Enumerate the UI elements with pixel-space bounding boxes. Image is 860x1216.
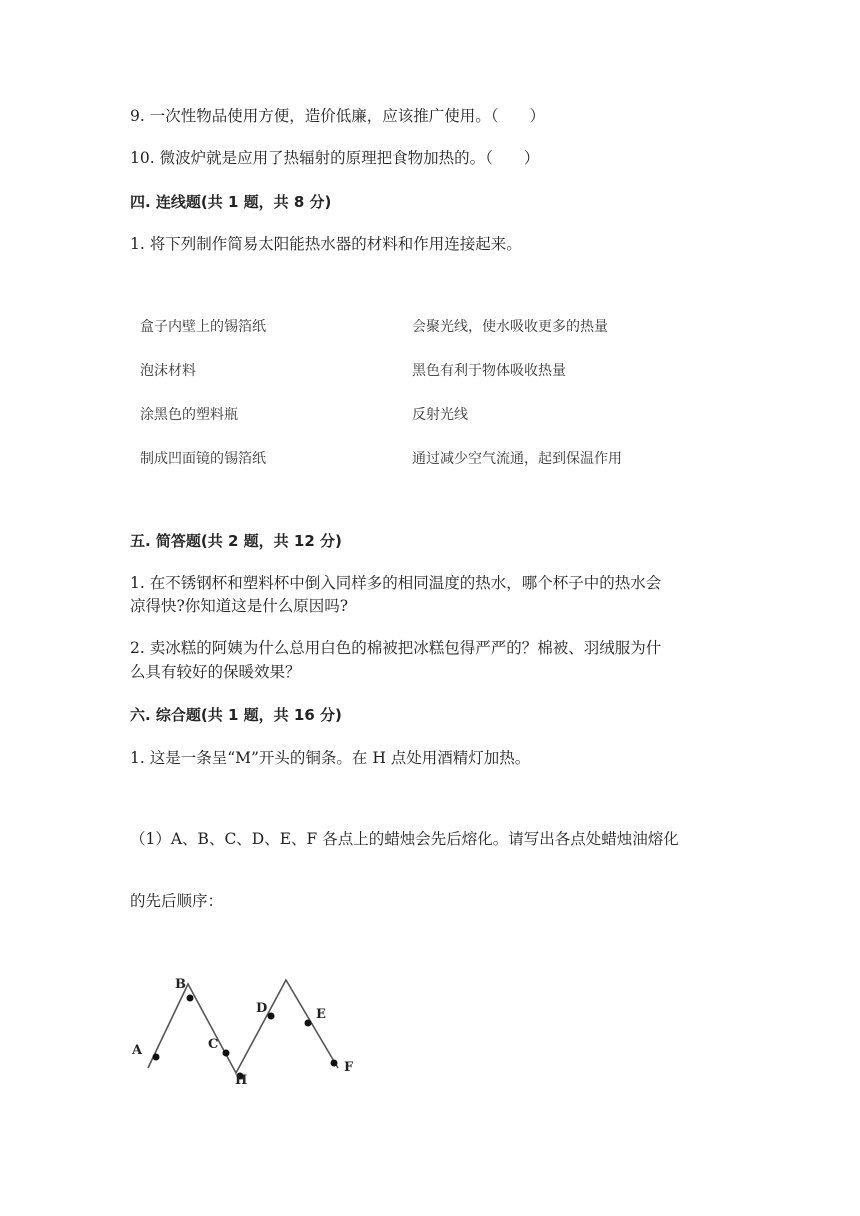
section-5-question-2-line-1: 2. 卖冰糕的阿姨为什么总用白色的棉被把冰糕包得严严的？棉被、羽绒服为什 <box>130 639 662 657</box>
point-b-dot <box>187 995 194 1002</box>
point-d-label: D <box>256 1001 268 1016</box>
point-a-dot <box>153 1054 160 1061</box>
matching-left-item-4: 制成凹面镜的锡箔纸 <box>140 451 266 467</box>
point-f-dot <box>331 1060 338 1067</box>
question-9: 9. 一次性物品使用方便，造价低廉，应该推广使用。（ ） <box>130 107 545 125</box>
point-f-label: F <box>344 1060 354 1075</box>
point-c-dot <box>223 1050 230 1057</box>
matching-right-item-4: 通过减少空气流通，起到保温作用 <box>412 451 622 467</box>
matching-right-item-2: 黑色有利于物体吸收热量 <box>412 363 566 379</box>
section-5-question-1-line-2: 凉得快?你知道这是什么原因吗? <box>130 597 349 615</box>
section-5-question-1-line-1: 1. 在不锈钢杯和塑料杯中倒入同样多的相同温度的热水，哪个杯子中的热水会 <box>130 574 662 592</box>
copper-strip <box>148 980 338 1073</box>
section-4-heading: 四. 连线题(共 1 题，共 8 分) <box>130 193 332 211</box>
point-e-label: E <box>316 1007 326 1022</box>
point-h-label: H <box>235 1073 248 1088</box>
point-e-dot <box>305 1020 312 1027</box>
matching-left-item-1: 盒子内壁上的锡箔纸 <box>140 319 266 335</box>
matching-right-item-3: 反射光线 <box>412 407 468 423</box>
section-6-subquestion-1-line-2: 的先后顺序： <box>130 892 224 910</box>
point-b-label: B <box>175 977 186 992</box>
section-6-question-1: 1. 这是一条呈“M”开头的铜条。在 H 点处用酒精灯加热。 <box>130 749 531 767</box>
section-6-subquestion-1-line-1: （1）A、B、C、D、E、F 各点上的蜡烛会先后熔化。请写出各点处蜡烛油熔化 <box>130 830 679 848</box>
section-4-question-1: 1. 将下列制作简易太阳能热水器的材料和作用连接起来。 <box>130 235 522 253</box>
section-5-heading: 五. 简答题(共 2 题，共 12 分) <box>130 532 342 550</box>
matching-right-item-1: 会聚光线，使水吸收更多的热量 <box>412 319 608 335</box>
point-d-dot <box>268 1013 275 1020</box>
point-c-label: C <box>208 1037 219 1052</box>
copper-strip-diagram <box>128 968 368 1088</box>
section-6-heading: 六. 综合题(共 1 题，共 16 分) <box>130 706 342 724</box>
matching-left-item-3: 涂黑色的塑料瓶 <box>140 407 238 423</box>
matching-left-item-2: 泡沫材料 <box>140 363 196 379</box>
section-5-question-2-line-2: 么具有较好的保暖效果？ <box>130 663 301 681</box>
point-a-label: A <box>132 1043 143 1058</box>
question-10: 10. 微波炉就是应用了热辐射的原理把食物加热的。（ ） <box>130 149 540 167</box>
